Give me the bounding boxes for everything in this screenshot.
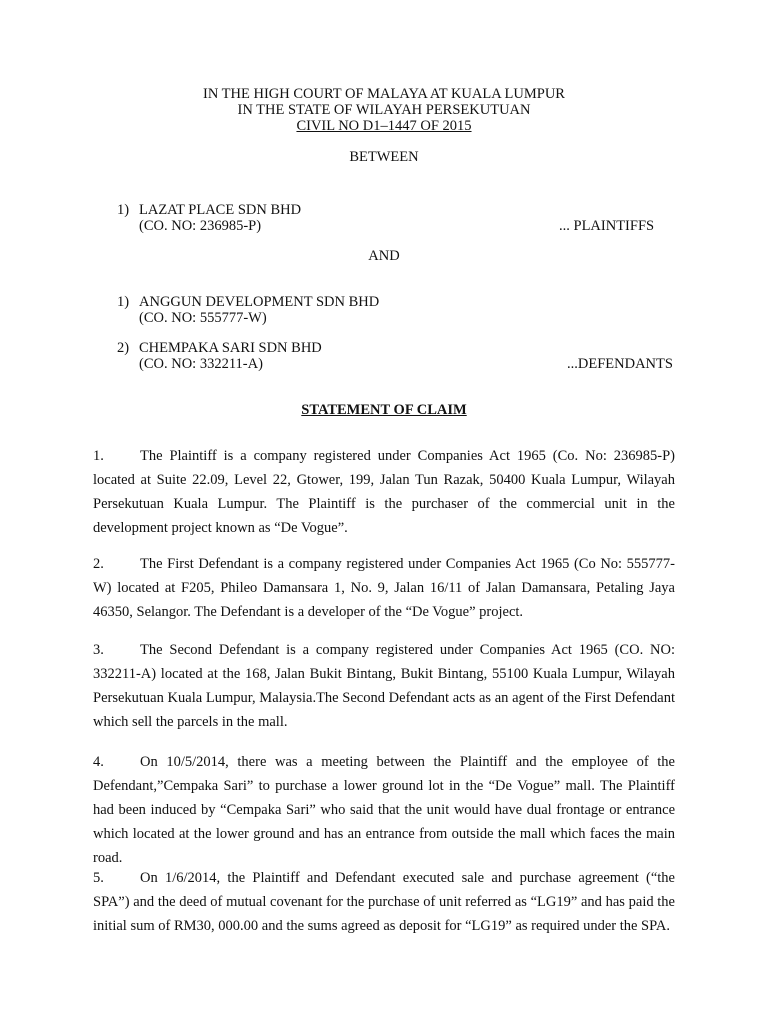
defendant-co-no: (CO. NO: 555777-W) xyxy=(139,310,267,326)
paragraph-text: The Second Defendant is a company registered under Companies Act 1965 (CO. NO: 332211-A) located at the 168, Jalan Bukit Bintang, Bukit Bintang, 55100 Kuala Lumpur, Wilayah Persekutuan Kuala Lumpur, Malaysia.The Second Defendant acts as an agent of the First Defendant which sell the parcels in the mall. xyxy=(93,642,675,730)
plaintiff-co-no: (CO. NO: 236985-P) xyxy=(139,218,262,234)
paragraph-text: On 1/6/2014, the Plaintiff and Defendant executed sale and purchase agreement (“the SPA”) and the deed of mutual covenant for the purchase of unit referred as “LG19” and has paid the initial sum of RM30, 000.00 and the sums agreed as deposit for “LG19” as required under the SPA. xyxy=(93,870,675,934)
plaintiff-name: LAZAT PLACE SDN BHD xyxy=(139,202,302,218)
and-label: AND xyxy=(368,248,400,264)
court-heading-line2: IN THE STATE OF WILAYAH PERSEKUTUAN xyxy=(237,102,531,118)
paragraph-number: 3. xyxy=(93,642,104,658)
paragraph-number: 5. xyxy=(93,870,104,886)
defendant-index: 2) xyxy=(117,340,130,356)
claim-paragraph xyxy=(93,866,675,938)
case-number-row xyxy=(0,118,768,135)
paragraph-number: 2. xyxy=(93,556,104,572)
paragraph-text: The Plaintiff is a company registered under Companies Act 1965 (Co. No: 236985-P) located at Suite 22.09, Level 22, Gtower, 199, Jalan Tun Razak, 50400 Kuala Lumpur, Wilayah Persekutuan Kuala Lumpur. The Plaintiff is the purchaser of the commercial unit in the development project known as “De Vogue”. xyxy=(93,448,675,536)
paragraph-number: 4. xyxy=(93,754,104,770)
between-label: BETWEEN xyxy=(349,149,419,165)
claim-paragraph xyxy=(93,750,675,870)
case-number: CIVIL NO D1–1447 OF 2015 xyxy=(296,118,472,134)
defendant-name: ANGGUN DEVELOPMENT SDN BHD xyxy=(139,294,380,310)
court-heading-line1: IN THE HIGH COURT OF MALAYA AT KUALA LUMPUR xyxy=(203,86,565,102)
statement-title: STATEMENT OF CLAIM xyxy=(301,402,467,418)
paragraph-number: 1. xyxy=(93,448,104,464)
claim-paragraph xyxy=(93,444,675,540)
defendant-index: 1) xyxy=(117,294,130,310)
defendant-name: CHEMPAKA SARI SDN BHD xyxy=(139,340,322,356)
defendants-label: ...DEFENDANTS xyxy=(567,356,673,372)
defendant-co-no: (CO. NO: 332211-A) xyxy=(139,356,263,372)
plaintiff-index: 1) xyxy=(117,202,130,218)
plaintiffs-label: ... PLAINTIFFS xyxy=(559,218,655,234)
statement-title-row xyxy=(0,402,768,419)
paragraph-text: The First Defendant is a company registered under Companies Act 1965 (Co No: 555777-W) located at F205, Phileo Damansara 1, No. 9, Jalan 16/11 of Jalan Damansara, Petaling Jaya 46350, Selangor. The Defendant is a developer of the “De Vogue” project. xyxy=(93,556,675,620)
paragraph-text: On 10/5/2014, there was a meeting between the Plaintiff and the employee of the Defendant,”Cempaka Sari” to purchase a lower ground lot in the “De Vogue” mall. The Plaintiff had been induced by “Cempaka Sari” who said that the unit would have dual frontage or entrance which located at the lower ground and has an entrance from outside the mall which faces the main road. xyxy=(93,754,675,866)
claim-paragraph xyxy=(93,638,675,734)
claim-paragraph xyxy=(93,552,675,624)
